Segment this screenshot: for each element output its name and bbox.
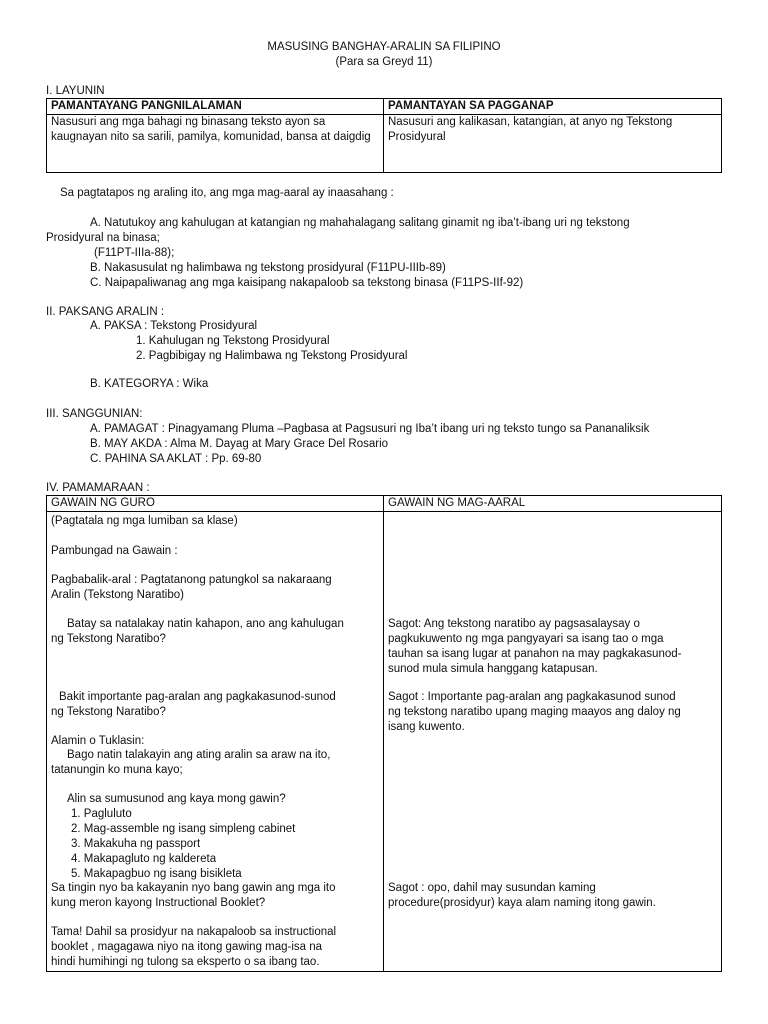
guro-line: booklet , magagawa niyo na itong gawing mag-isa na bbox=[51, 941, 323, 953]
pamantayang-pangnilalaman-header: PAMANTAYANG PANGNILALAMAN bbox=[47, 99, 384, 115]
guro-line: kung meron kayong Instructional Booklet? bbox=[51, 897, 266, 909]
objective-a-code: (F11PT-IIIa-88); bbox=[94, 247, 175, 259]
sagot-line: Sagot : opo, dahil may susundan kaming bbox=[388, 882, 596, 894]
kategorya: B. KATEGORYA : Wika bbox=[90, 378, 209, 390]
objective-a-line2: Prosidyural na binasa; bbox=[46, 232, 160, 244]
sanggunian-may-akda: B. MAY AKDA : Alma M. Dayag at Mary Grace Del Rosario bbox=[90, 438, 389, 450]
guro-line: Pambungad na Gawain : bbox=[51, 545, 178, 557]
objectives-intro: Sa pagtatapos ng araling ito, ang mga mag-aaral ay inaasahang : bbox=[60, 187, 394, 199]
document-subtitle: (Para sa Greyd 11) bbox=[335, 56, 433, 68]
sagot-line: isang kuwento. bbox=[388, 721, 465, 733]
pamamaraan-table bbox=[46, 495, 722, 972]
sagot-line: tauhan sa isang lugar at panahon na may pagkakasunod- bbox=[388, 648, 682, 660]
guro-line: Batay sa natalakay natin kahapon, ano ang kahulugan bbox=[67, 618, 344, 630]
sanggunian-pamagat: A. PAMAGAT : Pinagyamang Pluma –Pagbasa at Pagsusuri ng Iba’t ibang uri ng teksto tungo sa Pananaliksik bbox=[90, 423, 650, 435]
gawain-ng-mag-aaral-header: GAWAIN NG MAG-AARAL bbox=[384, 496, 722, 512]
gawain-ng-mag-aaral-cell bbox=[384, 512, 722, 972]
section-sanggunian-heading: III. SANGGUNIAN: bbox=[46, 408, 143, 420]
guro-line: Alin sa sumusunod ang kaya mong gawin? bbox=[67, 793, 286, 805]
sagot-line: Sagot: Ang tekstong naratibo ay pagsasalaysay o bbox=[388, 618, 640, 630]
sagot-line: pagkukuwento ng mga pangyayari sa isang tao o mga bbox=[388, 633, 664, 645]
gawain-ng-guro-header: GAWAIN NG GURO bbox=[47, 496, 384, 512]
guro-line: Bakit importante pag-aralan ang pagkakasunod-sunod bbox=[59, 691, 336, 703]
section-pamamaraan-heading: IV. PAMAMARAAN : bbox=[46, 482, 150, 494]
gawain-ng-guro-cell bbox=[47, 512, 384, 972]
paksa-item-2: 2. Pagbibigay ng Halimbawa ng Tekstong Prosidyural bbox=[136, 350, 408, 362]
sagot-line: sunod mula simula hanggang katapusan. bbox=[388, 663, 598, 675]
guro-line: (Pagtatala ng mga lumiban sa klase) bbox=[51, 515, 238, 527]
section-layunin-heading: I. LAYUNIN bbox=[46, 85, 105, 97]
guro-line: Aralin (Tekstong Naratibo) bbox=[51, 589, 184, 601]
sagot-line: ng tekstong naratibo upang maging maayos ang daloy ng bbox=[388, 706, 681, 718]
guro-line: tatanungin ko muna kayo; bbox=[51, 764, 183, 776]
guro-line: Pagbabalik-aral : Pagtatanong patungkol sa nakaraang bbox=[51, 574, 332, 586]
guro-line: Sa tingin nyo ba kakayanin nyo bang gawin ang mga ito bbox=[51, 882, 336, 894]
pamantayan-sa-pagganap-text: Nasusuri ang kalikasan, katangian, at anyo ng Tekstong Prosidyural bbox=[384, 115, 722, 173]
layunin-table bbox=[46, 98, 722, 173]
objective-b: B. Nakasusulat ng halimbawa ng tekstong prosidyural (F11PU-IIIb-89) bbox=[90, 262, 446, 274]
guro-option: 1. Pagluluto bbox=[71, 808, 132, 820]
objective-a-line1: A. Natutukoy ang kahulugan at katangian ng mahahalagang salitang ginamit ng iba’t-ibang uri ng tekstong bbox=[90, 217, 630, 229]
guro-line: hindi humihingi ng tulong sa eksperto o sa ibang tao. bbox=[51, 956, 320, 968]
pamantayang-pangnilalaman-text: Nasusuri ang mga bahagi ng binasang teksto ayon sa kaugnayan nito sa sarili, pamilya, komunidad, bansa at daigdig bbox=[47, 115, 384, 173]
guro-option: 2. Mag-assemble ng isang simpleng cabinet bbox=[71, 823, 296, 835]
guro-option: 4. Makapagluto ng kaldereta bbox=[71, 853, 217, 865]
sanggunian-pahina: C. PAHINA SA AKLAT : Pp. 69-80 bbox=[90, 453, 262, 465]
pamantayan-sa-pagganap-header: PAMANTAYAN SA PAGGANAP bbox=[384, 99, 722, 115]
document-title: MASUSING BANGHAY-ARALIN SA FILIPINO bbox=[267, 41, 501, 53]
guro-option: 5. Makapagbuo ng isang bisikleta bbox=[71, 868, 242, 880]
paksa-item-1: 1. Kahulugan ng Tekstong Prosidyural bbox=[136, 335, 330, 347]
guro-line: Alamin o Tuklasin: bbox=[51, 735, 145, 747]
section-paksang-aralin-heading: II. PAKSANG ARALIN : bbox=[46, 306, 165, 318]
guro-option: 3. Makakuha ng passport bbox=[71, 838, 201, 850]
guro-line: Bago natin talakayin ang ating aralin sa araw na ito, bbox=[67, 749, 331, 761]
guro-line: ng Tekstong Naratibo? bbox=[51, 633, 166, 645]
sagot-line: procedure(prosidyur) kaya alam naming itong gawin. bbox=[388, 897, 656, 909]
guro-line: Tama! Dahil sa prosidyur na nakapaloob sa instructional bbox=[51, 926, 337, 938]
paksa: A. PAKSA : Tekstong Prosidyural bbox=[90, 320, 258, 332]
guro-line: ng Tekstong Naratibo? bbox=[51, 706, 166, 718]
objective-c: C. Naipapaliwanag ang mga kaisipang nakapaloob sa tekstong binasa (F11PS-IIf-92) bbox=[90, 277, 524, 289]
sagot-line: Sagot : Importante pag-aralan ang pagkakasunod sunod bbox=[388, 691, 676, 703]
